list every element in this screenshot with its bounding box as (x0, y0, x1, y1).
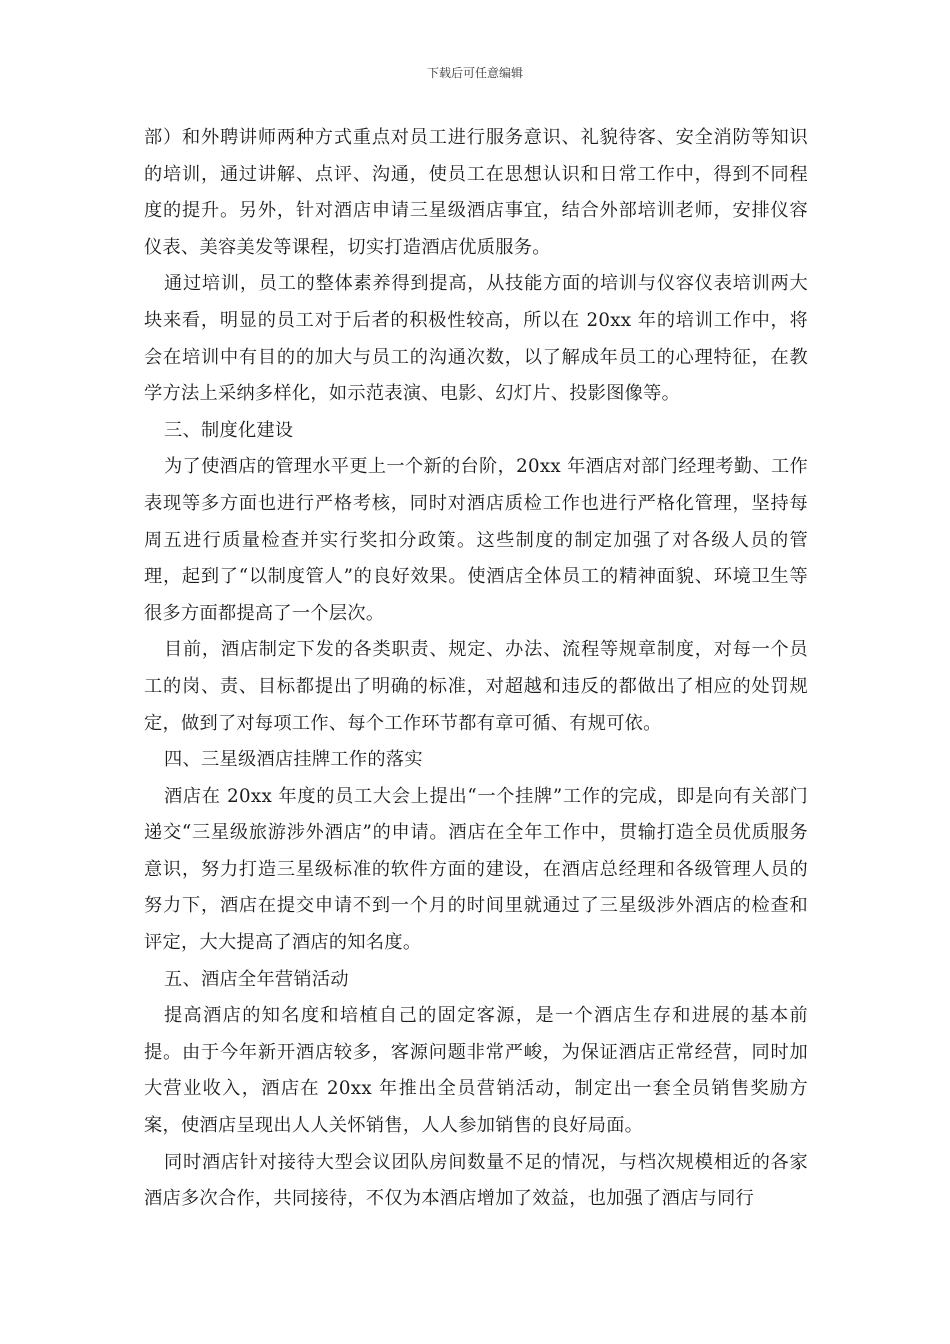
paragraph-training-methods: 部）和外聘讲师两种方式重点对员工进行服务意识、礼貌待客、安全消防等知识的培训，通过讲解、点评、沟通，使员工在思想认识和日常工作中，得到不同程度的提升。另外，针对酒店申请三星级酒店事宜，结合外部培训老师，安排仪容仪表、美容美发等课程，切实打造酒店优质服务。 (144, 127, 808, 258)
section-heading-three-star-rating: 四、三星级酒店挂牌工作的落实 (164, 749, 423, 771)
paragraph-management-assessment: 为了使酒店的管理水平更上一个新的台阶，20xx 年酒店对部门经理考勤、工作表现等多方面也进行严格考核，同时对酒店质检工作也进行严格化管理，坚持每周五进行质量检查并实行奖扣分政策。这些制度的制定加强了对各级人员的管理，起到了“以制度管人”的良好效果。使酒店全体员工的精神面貌、环境卫生等很多方面都提高了一个层次。 (144, 456, 808, 624)
paragraph-hotel-cooperation: 同时酒店针对接待大型会议团队房间数量不足的情况，与档次规模相近的各家酒店多次合作，共同接待，不仅为本酒店增加了效益，也加强了酒店与同行 (144, 1151, 808, 1210)
page-header-watermark: 下载后可任意编辑 (426, 66, 523, 80)
paragraph-three-star-application: 酒店在 20xx 年度的员工大会上提出“一个挂牌”工作的完成，即是向有关部门递交“三星级旅游涉外酒店”的申请。酒店在全年工作中，贯输打造全员优质服务意识，努力打造三星级标准的软件方面的建设，在酒店总经理和各级管理人员的努力下，酒店在提交申请不到一个月的时间里就通过了三星级涉外酒店的检查和评定，大大提高了酒店的知名度。 (144, 785, 808, 954)
paragraph-all-staff-marketing: 提高酒店的知名度和培植自己的固定客源，是一个酒店生存和进展的基本前提。由于今年新开酒店较多，客源问题非常严峻，为保证酒店正常经营，同时加大营业收入，酒店在 20xx 年推出全员营销活动，制定出一套全员销售奖励方案，使酒店呈现出人人关怀销售，人人参加销售的良好局面。 (144, 1005, 808, 1137)
paragraph-training-results: 通过培训，员工的整体素养得到提高，从技能方面的培训与仪容仪表培训两大块来看，明显的员工对于后者的积极性较高，所以在 20xx 年的培训工作中，将会在培训中有目的的加大与员工的沟通次数，以了解成年员工的心理特征，在教学方法上采纳多样化，如示范表演、电影、幻灯片、投影图像等。 (144, 273, 808, 405)
section-heading-marketing: 五、酒店全年营销活动 (164, 968, 349, 990)
paragraph-rules-regulations: 目前，酒店制定下发的各类职责、规定、办法、流程等规章制度，对每一个员工的岗、责、目标都提出了明确的标准，对超越和违反的都做出了相应的处罚规定，做到了对每项工作、每个工作环节都有章可循、有规可依。 (144, 639, 808, 734)
document-body (144, 120, 808, 1218)
section-heading-institutionalization: 三、制度化建设 (164, 419, 294, 441)
